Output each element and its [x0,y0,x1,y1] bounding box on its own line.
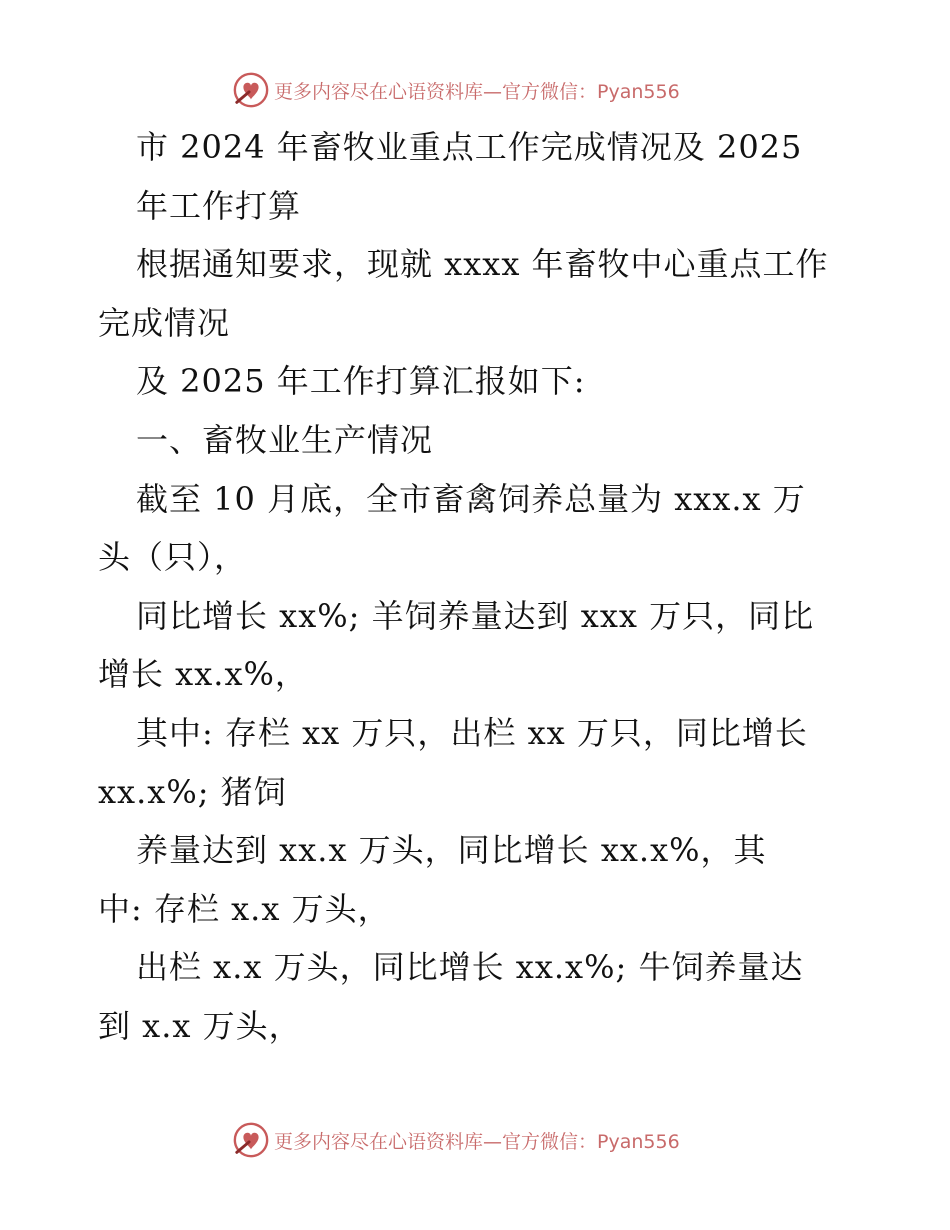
heart-pen-logo-icon [232,1121,270,1159]
doc-text-line: 及 2025 年工作打算汇报如下: [136,362,586,401]
watermark-footer [232,1120,680,1160]
doc-title-line-1: 市 2024 年畜牧业重点工作完成情况及 2025 [136,128,803,166]
document-body [98,118,858,1056]
doc-text-line: 中: 存栏 x.x 万头， [98,889,391,928]
doc-text-line: 出栏 x.x 万头，同比增长 xx.x%; 牛饲养量达 [136,948,804,987]
heart-pen-logo-icon [232,71,270,109]
doc-text-line: 增长 xx.x%， [98,655,308,694]
doc-text-line: 同比增长 xx%; 羊饲养量达到 xxx 万只，同比 [136,596,815,635]
doc-text-line: 其中: 存栏 xx 万只，出栏 xx 万只，同比增长 [136,713,808,752]
doc-text-line: 到 x.x 万头， [98,1006,302,1045]
doc-text-line: 根据通知要求，现就 xxxx 年畜牧中心重点工作 [136,245,829,284]
doc-text-line: xx.x%; 猪饲 [98,772,287,811]
doc-text-line: 养量达到 xx.x 万头，同比增长 xx.x%，其 [136,831,767,870]
doc-title-line-2: 年工作打算 [136,186,302,225]
section-heading: 一、畜牧业生产情况 [136,420,434,459]
doc-text-line: 头（只）， [98,538,248,577]
watermark-text: 更多内容尽在心语资料库—官方微信：Pyan556 [274,80,680,103]
watermark-text: 更多内容尽在心语资料库—官方微信：Pyan556 [274,1130,680,1153]
doc-text-line: 截至 10 月底，全市畜禽饲养总量为 xxx.x 万 [136,479,806,518]
watermark-header [232,70,680,110]
doc-text-line: 完成情况 [98,303,231,342]
